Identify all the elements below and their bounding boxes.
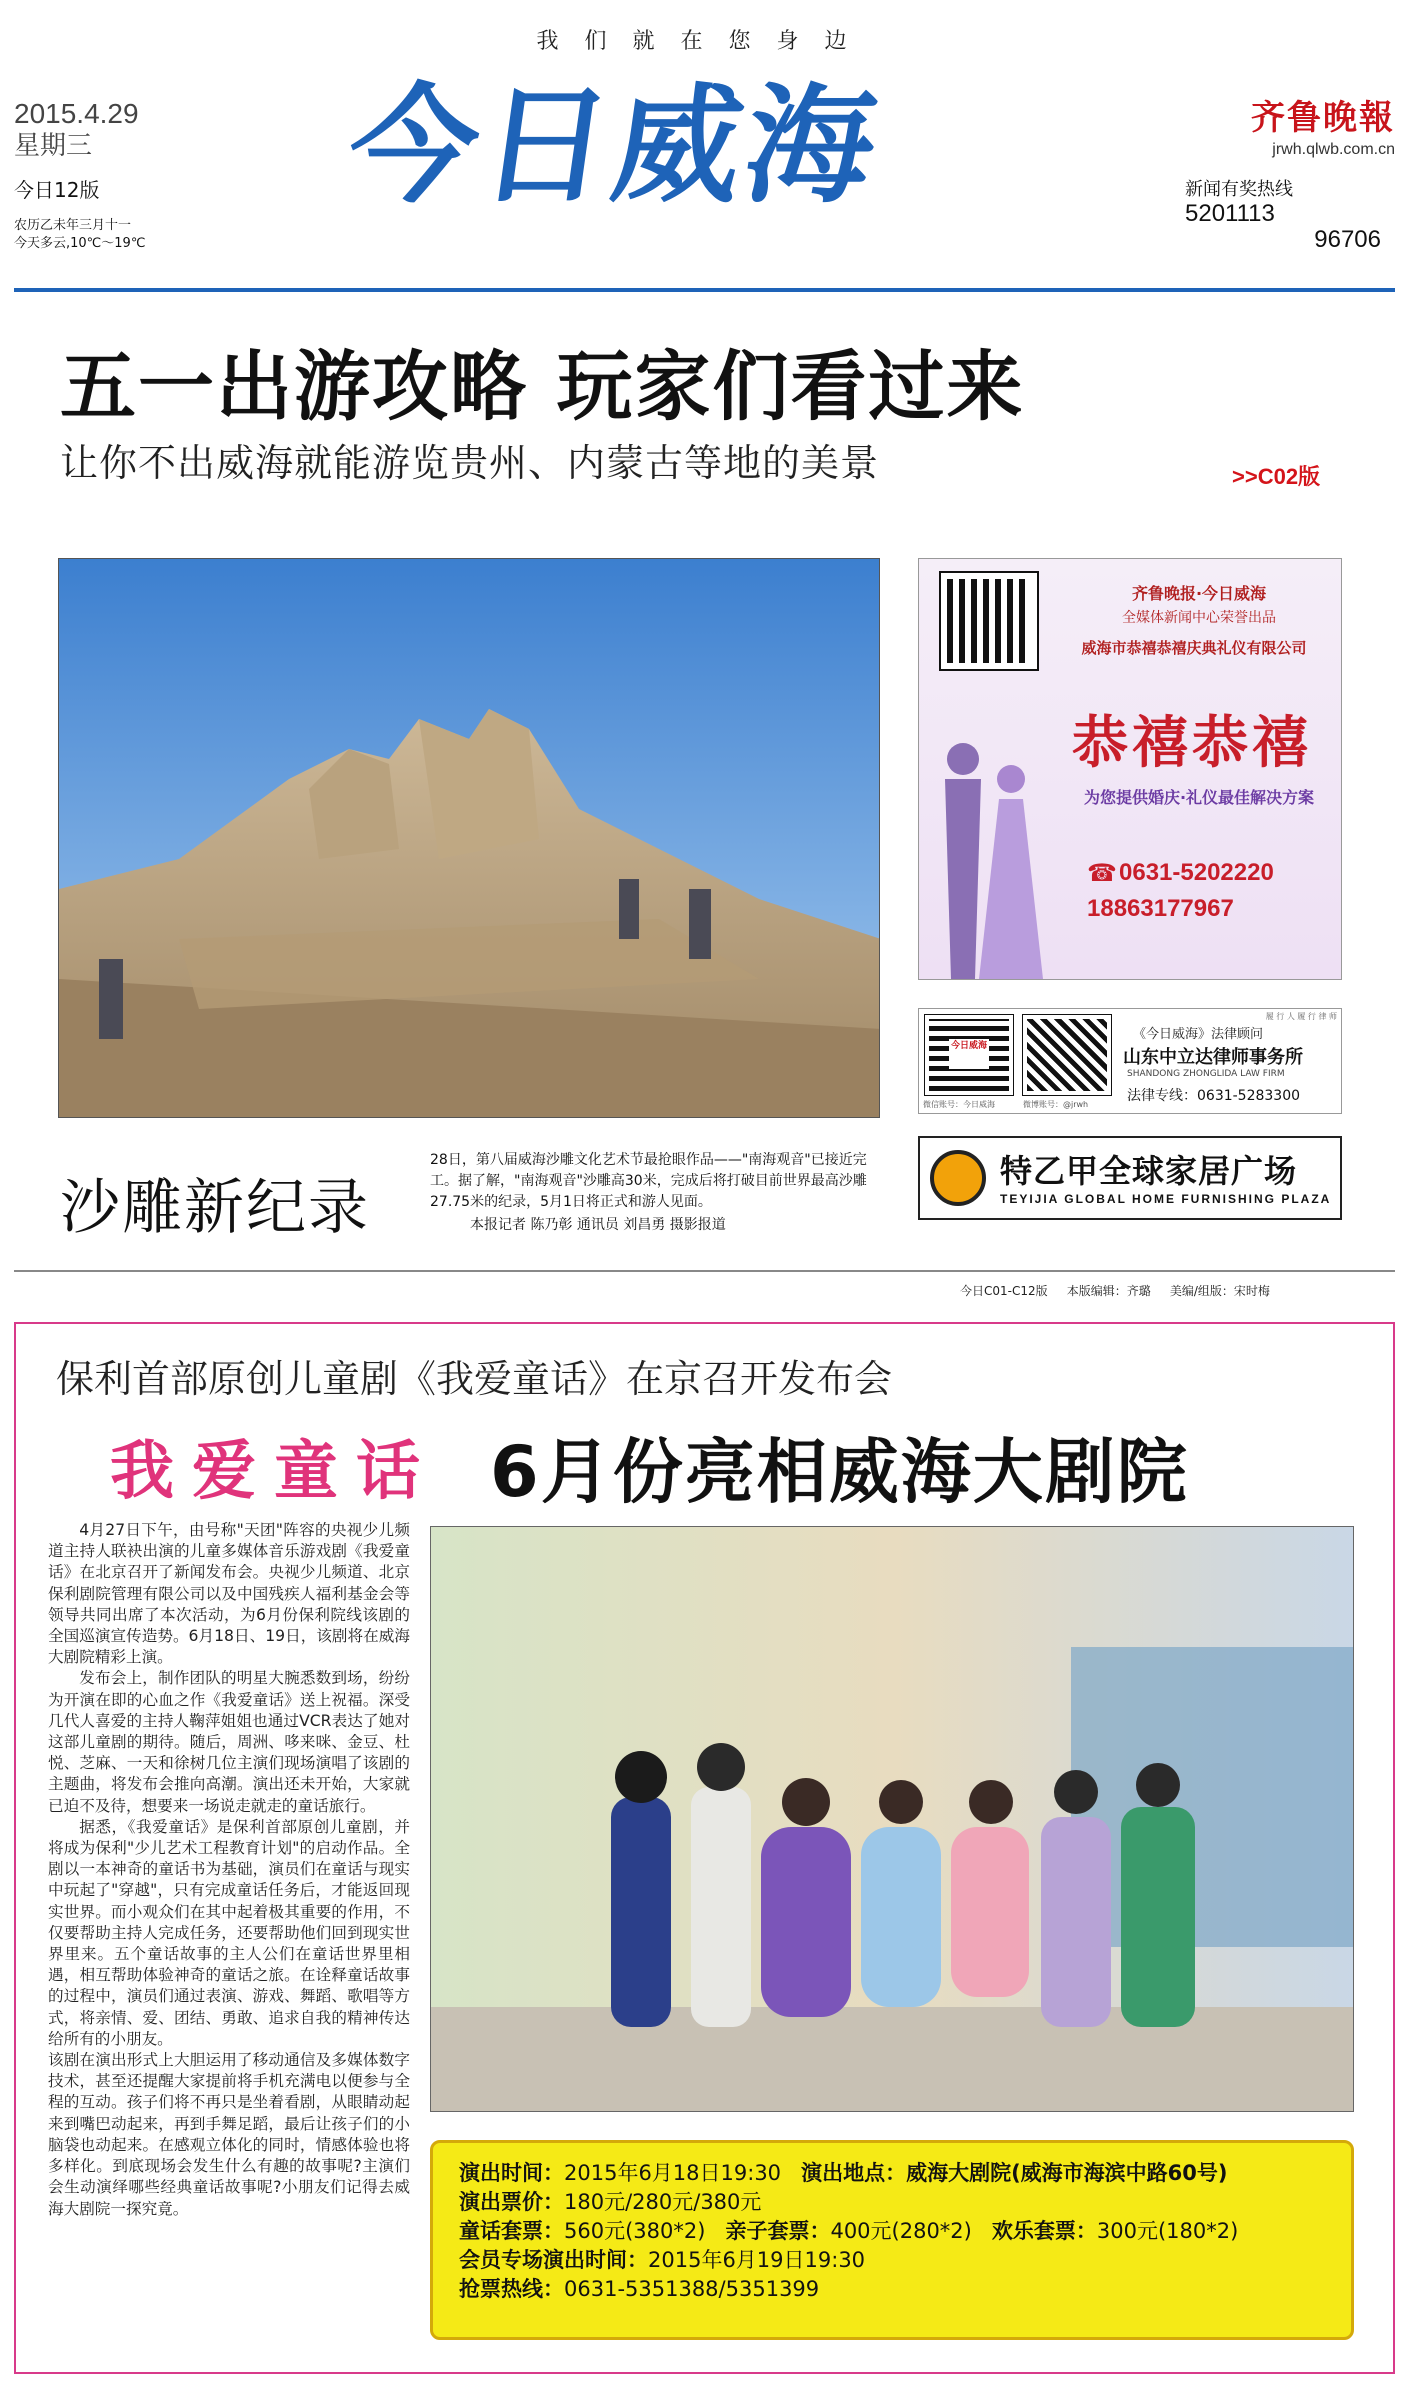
ticket-price: 180元/280元/380元 [564, 2190, 762, 2214]
ticket-row-member [459, 2246, 1325, 2275]
venue: 威海大剧院(威海市海滨中路60号) [906, 2161, 1228, 2185]
feature-title: 6月份亮相威海大剧院 [490, 1431, 1189, 1513]
couple-silhouette-icon [923, 729, 1043, 979]
page-reference-link[interactable]: >>C02版 [1232, 464, 1321, 489]
show-time: 2015年6月18日19:30 [564, 2161, 782, 2185]
photo-caption-text: 28日，第八届威海沙雕文化艺术节最抢眼作品——"南海观音"已接近完工。据了解，"南海观音"沙雕高30米，完成后将打破目前世界最高沙雕27.75米的纪录，5月1日将正式和游人见面。 [430, 1152, 867, 1210]
wedding-ad-phone-2: 18863177967 [1087, 895, 1234, 922]
photo-caption [430, 1150, 880, 1236]
feature-title-art: 我爱童话 [110, 1434, 438, 1509]
teyijia-name: 特乙甲全球家居广场 [1000, 1152, 1298, 1190]
page-footer [960, 1282, 1270, 1299]
issue-weekday: 星期三 [14, 131, 93, 161]
ticket-info-box [430, 2140, 1354, 2340]
price-label: 演出票价： [459, 2190, 564, 2214]
wedding-ad-line2: 全媒体新闻中心荣誉出品 [1122, 610, 1276, 626]
qr-caption-1: 微信账号：今日威海 [923, 1100, 995, 1109]
press-conference-photo [430, 1526, 1354, 2112]
sand-sculpture-photo [58, 558, 880, 1118]
masthead-rule [14, 288, 1395, 292]
feature-paragraph: 发布会上，制作团队的明星大腕悉数到场，纷纷为开演在即的心血之作《我爱童话》送上祝福。深受几代人喜爱的主持人鞠萍姐姐也通过VCR表达了她对这部儿童剧的期待。随后，周洲、哆来咪、金豆、杜悦、芝麻、一天和徐树几位主演们现场演唱了该剧的主题曲，将发布会推向高潮。演出还未开始，大家就已迫不及待，想要来一场说走就走的童话旅行。 [48, 1669, 410, 1815]
issue-date: 2015.4.29 [14, 98, 139, 129]
package-2-price: 400元(280*2) [830, 2219, 972, 2243]
member-show-time: 2015年6月19日19:30 [648, 2248, 866, 2272]
law-firm-ad[interactable] [918, 1008, 1342, 1114]
ticket-row-hotline [459, 2275, 1325, 2304]
hotline-number-1: 5201113 [1185, 200, 1275, 227]
feature-paragraph: 据悉，《我爱童话》是保利首部原创儿童剧，并将成为保利"少儿艺术工程教育计划"的启动作品。全剧以一本神奇的童话书为基础，演员们在童话与现实中玩起了"穿越"，只有完成童话任务后，才能返回现实世界。而小观众们在其中起着极其重要的作用，不仅要帮助主持人完成任务，还要帮助他们回到现实世界里来。五个童话故事的主人公们在童话世界里相遇，相互帮助体验神奇的童话之旅。在诠释童话故事的过程中，演员们通过表演、游戏、舞蹈、歌唱等方式，将亲情、爱、团结、勇敢、追求自我的精神传达给所有的小朋友。 [48, 1817, 410, 2048]
footer-design: 美编/组版：宋时梅 [1169, 1284, 1270, 1298]
hotline-label: 新闻有奖热线 [1185, 179, 1293, 200]
teyijia-ad[interactable] [918, 1136, 1342, 1220]
date-block [14, 98, 214, 253]
ticket-row-time [459, 2159, 1325, 2188]
qr-code-icon [1023, 1015, 1111, 1095]
phone-icon: ☎ [1087, 859, 1117, 887]
package-1-price: 560元(380*2) [564, 2219, 706, 2243]
qr-caption-2: 微博账号：@jrwh [1023, 1100, 1089, 1109]
lead-headline: 五一出游攻略 玩家们看过来 [60, 342, 1025, 431]
law-firm-name-en: SHANDONG ZHONGLIDA LAW FIRM [1127, 1069, 1285, 1079]
ticket-row-packages [459, 2217, 1325, 2246]
qr-code-icon [941, 573, 1037, 669]
wedding-ad-phone-1: 0631-5202220 [1119, 859, 1274, 886]
law-ad-phone: 法律专线：0631-5283300 [1127, 1088, 1301, 1104]
brand-logo: 齐鲁晚報 [1251, 98, 1395, 138]
feature-paragraph: 该剧在演出形式上大胆运用了移动通信及多媒体数字技术，甚至还提醒大家提前将手机充满电以便参与全程的互动。孩子们将不再只是坐着看剧，从眼睛动起来到嘴巴动起来，再到手舞足蹈，最后让孩子们的小脑袋也动起来。在感观立体化的同时，情感体验也将多样化。到底现场会发生什么有趣的故事呢?主演们会生动演绎哪些经典童话故事呢?小朋友们记得去威海大剧院一探究竟。 [48, 2051, 410, 2218]
package-3-label: 欢乐套票： [991, 2219, 1097, 2243]
hotline-number-2: 96706 [1314, 226, 1381, 253]
teyijia-name-en: TEYIJIA GLOBAL HOME FURNISHING PLAZA [1000, 1192, 1332, 1206]
ticket-hotline: 0631-5351388/5351399 [564, 2277, 820, 2301]
wedding-ad-title: 恭禧恭禧 [1072, 710, 1312, 776]
wedding-ad[interactable] [918, 558, 1342, 980]
section-rule [14, 1270, 1395, 1272]
wedding-ad-line3: 威海市恭禧恭禧庆典礼仪有限公司 [1081, 639, 1307, 657]
time-label: 演出时间： [459, 2161, 564, 2185]
feature-body [48, 1520, 410, 2220]
wedding-ad-line1: 齐鲁晚报·今日威海 [1131, 584, 1267, 603]
photo-credit: 本报记者 陈乃彰 通讯员 刘昌勇 摄影报道 [470, 1217, 726, 1233]
law-firm-name: 山东中立达律师事务所 [1123, 1047, 1303, 1068]
law-ad-line1: 《今日威海》法律顾问 [1133, 1027, 1264, 1042]
law-ad-tag: 履 行 人 履 行 律 师 [1265, 1012, 1337, 1021]
brand-url[interactable]: jrwh.qlwb.com.cn [1272, 141, 1395, 158]
teyijia-logo-icon [930, 1150, 986, 1206]
lunar-date: 农历乙未年三月十一 [14, 218, 132, 233]
package-1-label: 童话套票： [459, 2219, 564, 2243]
ticket-row-price [459, 2188, 1325, 2217]
masthead-slogan: 我们就在您身边 [536, 29, 873, 54]
venue-label: 演出地点： [801, 2161, 907, 2185]
newspaper-title: 今日威海 [339, 72, 889, 221]
wedding-ad-slogan: 为您提供婚庆·礼仪最佳解决方案 [1083, 788, 1315, 807]
package-3-price: 300元(180*2) [1096, 2219, 1239, 2243]
footer-editor: 本版编辑：齐璐 [1066, 1284, 1151, 1298]
brand-block [1135, 90, 1395, 253]
lead-subhead: 让你不出威海就能游览贵州、内蒙古等地的美景 [60, 441, 880, 485]
qr-logo-label: 今日威海 [949, 1039, 989, 1069]
member-label: 会员专场演出时间： [459, 2248, 648, 2272]
feature-paragraph: 4月27日下午，由号称"天团"阵容的央视少儿频道主持人联袂出演的儿童多媒体音乐游戏剧《我爱童话》在北京召开了新闻发布会。央视少儿频道、北京保利剧院管理有限公司以及中国残疾人福利基金会等领导共同出席了本次活动，为6月份保利院线该剧的全国巡演宣传造势。6月18日、19日，该剧将在威海大剧院精彩上演。 [48, 1521, 410, 1667]
package-2-label: 亲子套票： [725, 2219, 831, 2243]
edition-count: 今日12版 [14, 178, 100, 202]
feature-kicker: 保利首部原创儿童剧《我爱童话》在京召开发布会 [56, 1357, 893, 1401]
photo-title: 沙雕新纪录 [60, 1173, 370, 1243]
ticket-hotline-label: 抢票热线： [459, 2277, 564, 2301]
footer-pages: 今日C01-C12版 [960, 1284, 1048, 1298]
weather: 今天多云,10℃～19℃ [14, 236, 146, 251]
